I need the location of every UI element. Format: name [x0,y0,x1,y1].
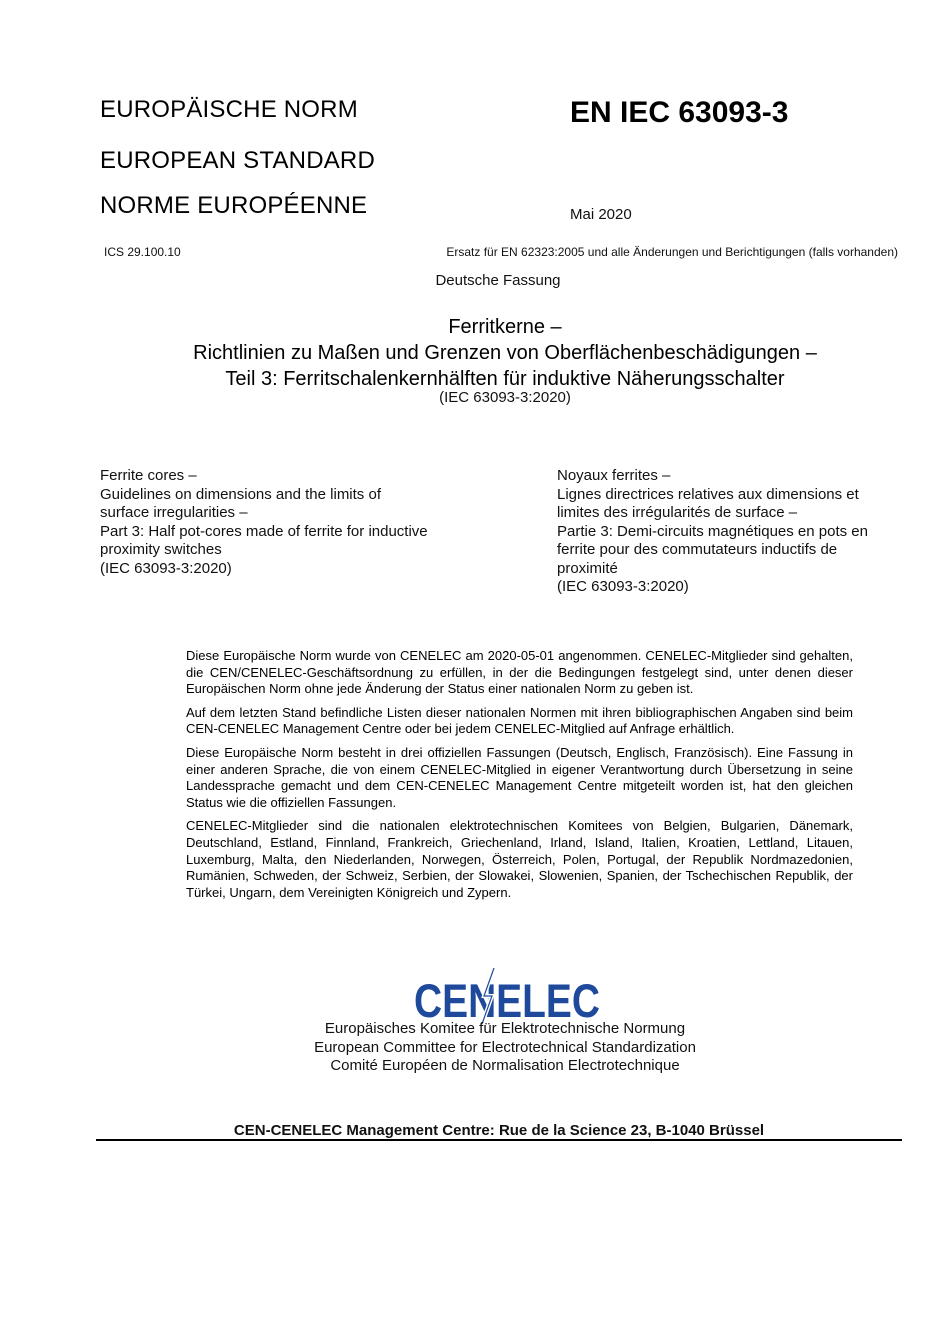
cenelec-logo-graphic [412,968,602,1027]
version-label: Deutsche Fassung [435,272,561,289]
title-english-block [100,467,460,578]
paragraph-versions: Diese Europäische Norm besteht in drei offiziellen Fassungen (Deutsch, Englisch, Französisch). Eine Fassung in einer anderen Sprache, die von einem CENELEC-Mitglied in eigener Verantwortung durch Übersetzung in seine Landessprache gemacht und dem CEN-CENELEC Management Centre mitgeteilt worden ist, hat den gleichen Status wie die offiziellen Fassungen. [186,744,853,810]
paragraph-members: CENELEC-Mitglieder sind die nationalen elektrotechnischen Komitees von Belgien, Bulgarien, Dänemark, Deutschland, Estland, Finnland, Frankreich, Griechenland, Irland, Island, Italien, Kroatien, Lettland, Litauen, Luxemburg, Malta, den Niederlanden, Norwegen, Österreich, Polen, Portugal, der Republik Nordmazedonien, Rumänien, Schweden, der Schweiz, Serbien, der Slowakei, Slowenien, Spanien, der Tschechischen Republik, der Türkei, Ungarn, dem Vereinigten Königreich und Zypern. [186,818,853,900]
committee-name-german: Europäisches Komitee für Elektrotechnische Normung [324,1020,686,1037]
title-french-line: proximité [557,559,618,577]
title-french: NORME EUROPÉENNE [100,192,368,219]
title-english: EUROPEAN STANDARD [100,147,375,174]
footer-divider [96,1139,902,1141]
title-german: EUROPÄISCHE NORM [100,96,358,123]
title-english-line: Guidelines on dimensions and the limits of [100,485,381,503]
main-title-line-1: Ferritkerne – [448,316,562,338]
title-french-line: Partie 3: Demi-circuits magnétiques en pots en [557,522,868,540]
title-french-block [557,467,917,597]
committee-names [190,1020,820,1076]
title-french-line: Lignes directrices relatives aux dimensions et [557,485,859,503]
publication-date: Mai 2020 [570,206,632,223]
title-english-line: Part 3: Half pot-cores made of ferrite for inductive [100,522,428,540]
ics-code: ICS 29.100.10 [104,245,181,259]
title-english-line: surface irregularities – [100,504,248,521]
main-title-reference: (IEC 63093-3:2020) [439,389,571,406]
body-text [186,648,853,908]
title-french-line: (IEC 63093-3:2020) [557,578,689,595]
committee-name-english: European Committee for Electrotechnical Standardization [314,1038,696,1056]
title-english-line: Ferrite cores – [100,467,197,484]
cenelec-logo-text: CENELEC [414,974,600,1027]
paragraph-adoption: Diese Europäische Norm wurde von CENELEC am 2020-05-01 angenommen. CENELEC-Mitglieder sind gehalten, die CEN/CENELEC-Geschäftsordnung zu erfüllen, in der die Bedingungen festgelegt sind, unter denen dieser Europäischen Norm ohne jede Änderung der Status einer nationalen Norm zu geben ist. [186,648,853,697]
main-title-line-2: Richtlinien zu Maßen und Grenzen von Oberflächenbeschädigungen – [193,342,817,364]
title-english-line: (IEC 63093-3:2020) [100,559,232,577]
committee-name-french: Comité Européen de Normalisation Electrotechnique [330,1057,680,1074]
main-title [60,314,950,392]
title-french-line: ferrite pour des commutateurs inductifs de [557,541,838,558]
replacement-note: Ersatz für EN 62323:2005 und alle Änderungen und Berichtigungen (falls vorhanden) [446,245,898,259]
management-centre-address: CEN-CENELEC Management Centre: Rue de la Science 23, B-1040 Brüssel [233,1122,765,1139]
cenelec-logo [412,968,602,1027]
main-title-line-3: Teil 3: Ferritschalenkernhälften für induktive Näherungsschalter [225,368,785,390]
title-english-line: proximity switches [100,541,222,558]
paragraph-lists: Auf dem letzten Stand befindliche Listen dieser nationalen Normen mit ihren bibliographischen Angaben sind beim CEN-CENELEC Management Centre oder bei jedem CENELEC-Mitglied auf Anfrage erhältlich. [186,704,853,737]
title-french-line: Noyaux ferrites – [557,467,671,484]
title-french-line: limites des irrégularités de surface – [557,504,798,521]
standard-number: EN IEC 63093-3 [570,96,789,129]
